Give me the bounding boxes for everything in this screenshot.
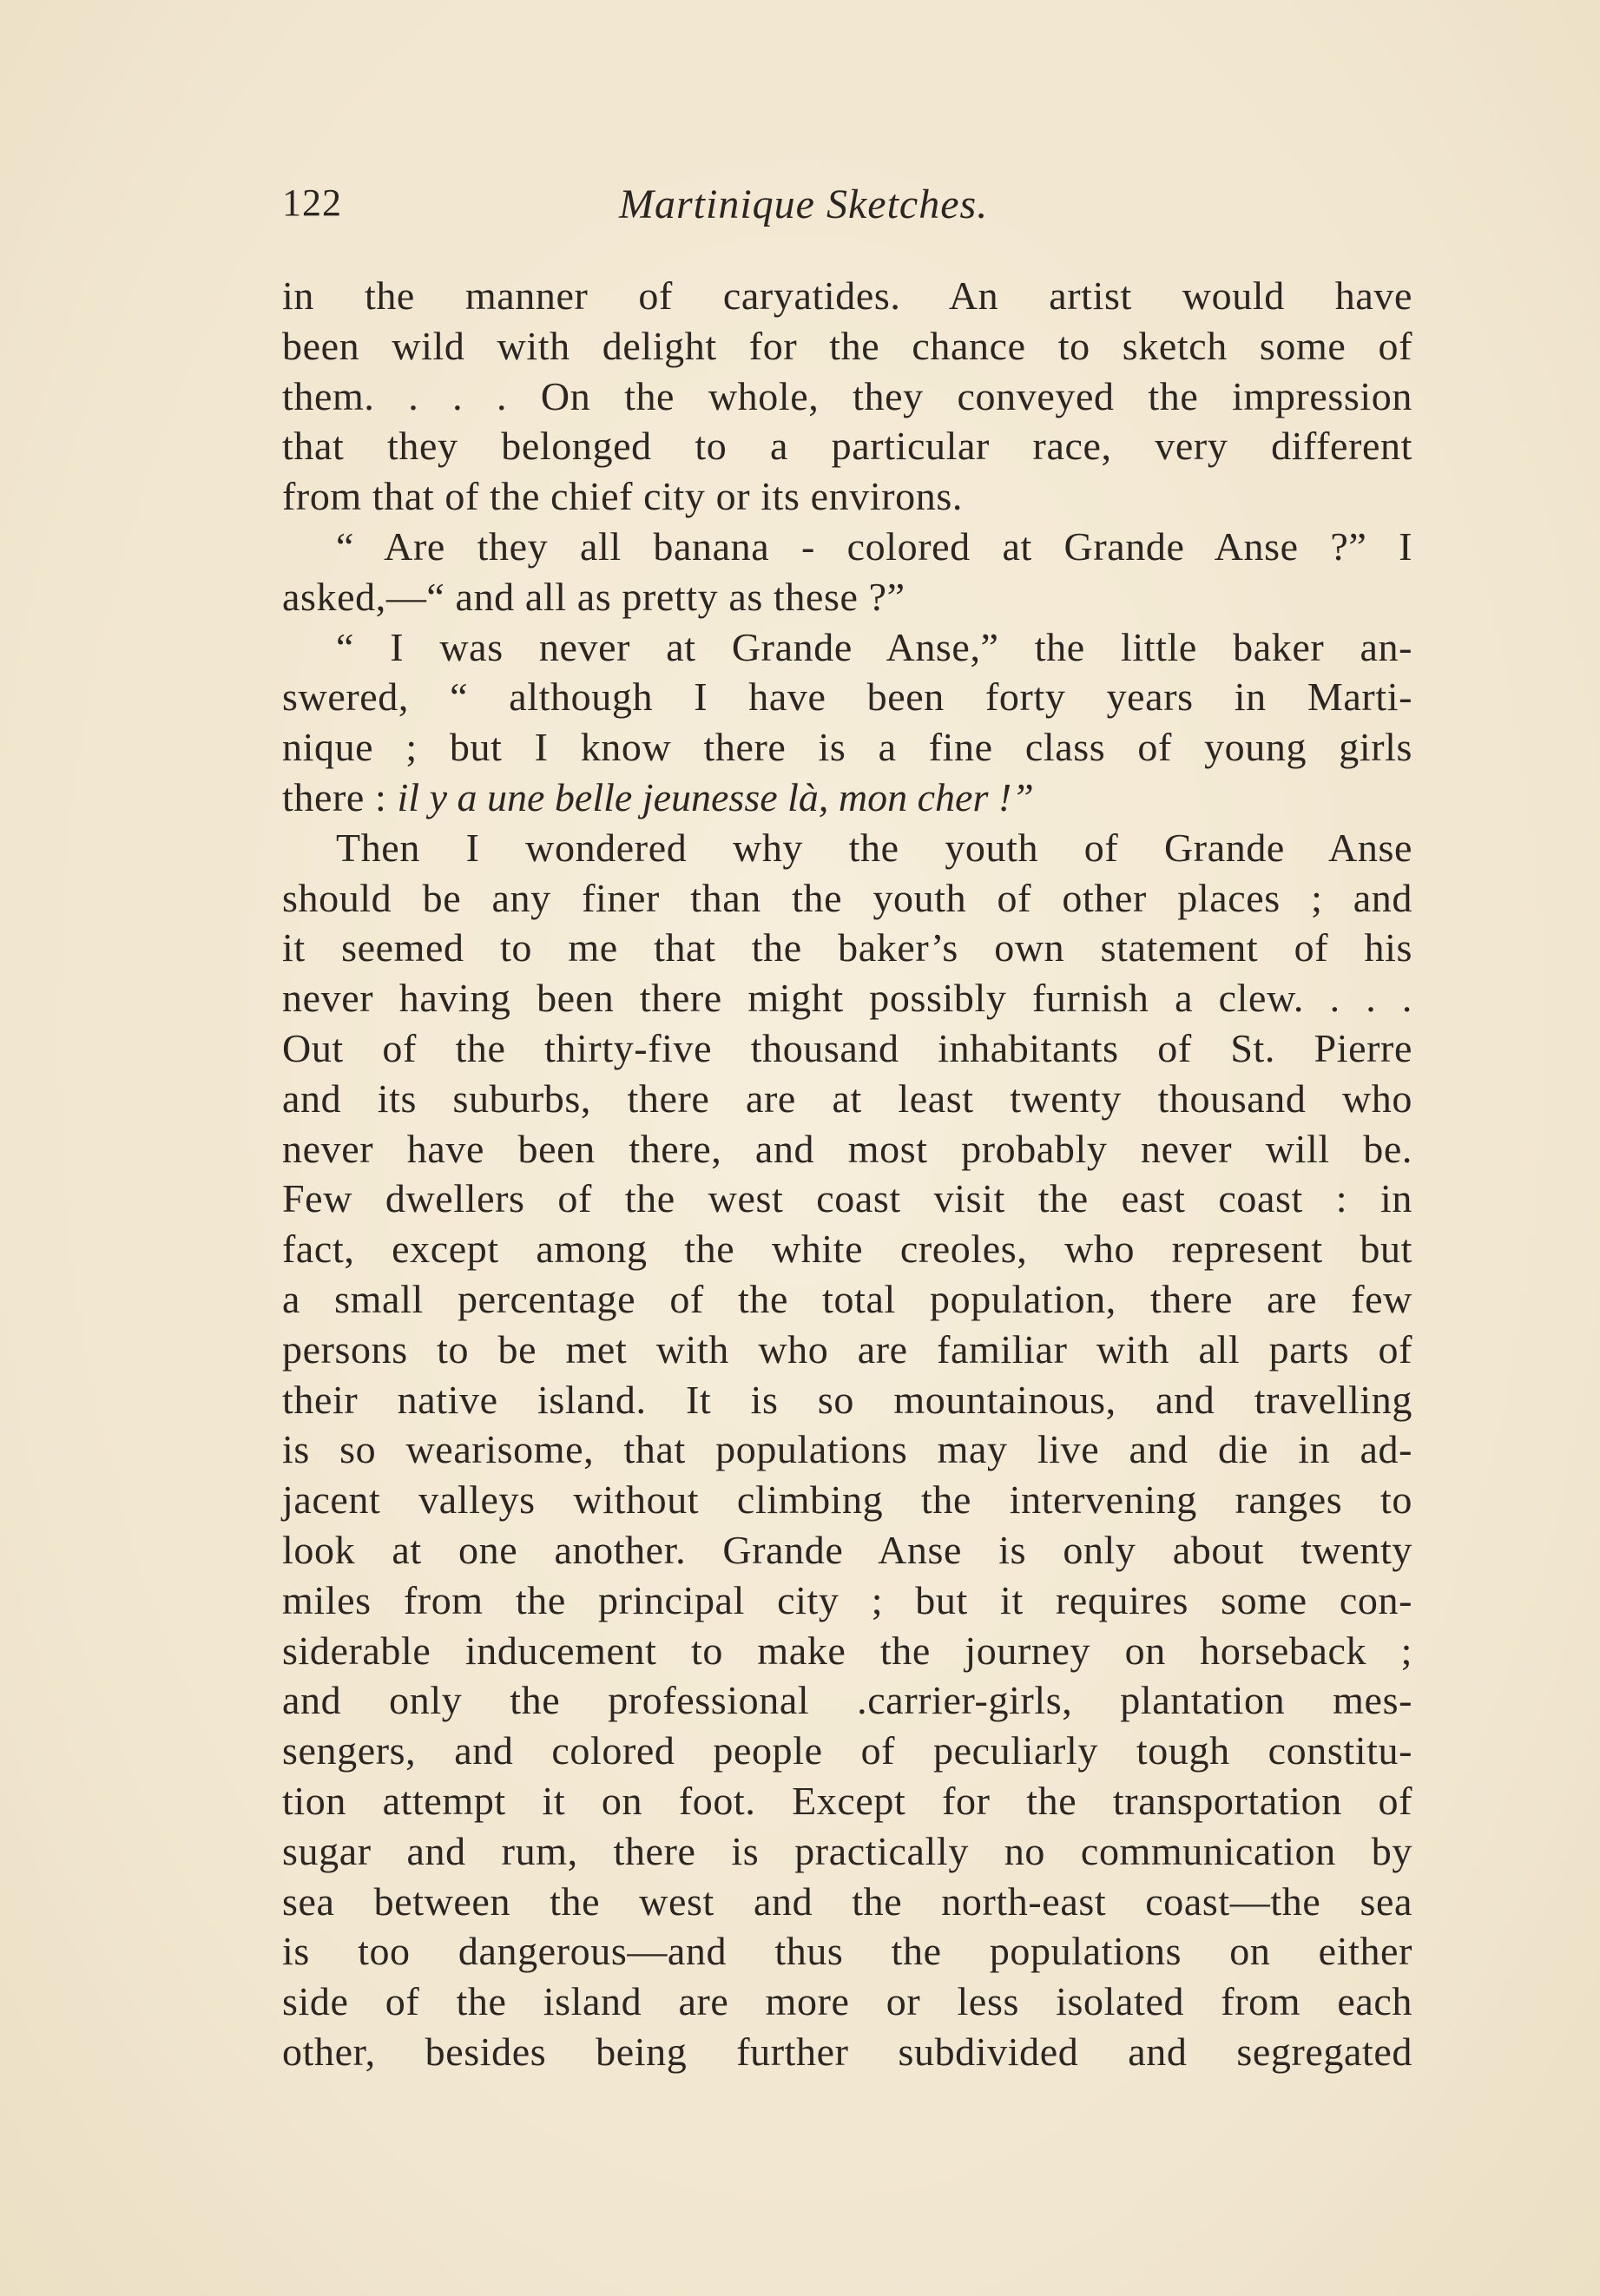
text-line-content: in the manner of caryatides. An artist would have [282, 273, 1412, 318]
text-line [282, 823, 1412, 873]
text-line [282, 1475, 1412, 1525]
text-line [282, 622, 1412, 673]
text-line-content: Then I wondered why the youth of Grande Anse [336, 825, 1412, 870]
text-line [282, 1174, 1412, 1224]
text-line-content: there : [282, 774, 398, 819]
text-line-content: “ I was never at Grande Anse,” the little baker an- [336, 624, 1412, 669]
text-line [282, 722, 1412, 773]
text-line-content: that they belonged to a particular race, very different [282, 424, 1412, 469]
text-line-content: jacent valleys without climbing the intervening ranges to [282, 1477, 1412, 1523]
italic-french-quote: il y a une belle jeunesse là, mon cher !” [397, 774, 1034, 819]
page-number: 122 [282, 181, 342, 224]
text-line-content: fact, except among the white creoles, who represent but [282, 1227, 1412, 1272]
text-line [282, 372, 1412, 422]
text-line [282, 973, 1412, 1023]
text-line [282, 1325, 1412, 1375]
text-line [282, 1274, 1412, 1325]
text-line-content: side of the island are more or less isolated from each [282, 1979, 1412, 2024]
text-line [282, 773, 1412, 823]
text-line [282, 1375, 1412, 1425]
text-line-content: look at one another. Grande Anse is only about twenty [282, 1527, 1412, 1572]
text-line-content: sengers, and colored people of peculiarly tough constitu- [282, 1728, 1412, 1773]
text-line-content: never have been there, and most probably never will be. [282, 1126, 1412, 1171]
text-line-content: “ Are they all banana - colored at Grande Anse ?” I [336, 523, 1412, 569]
text-line-content: is so wearisome, that populations may live and die in ad- [282, 1427, 1412, 1472]
text-line-content: and only the professional .carrier-girls, plantation mes- [282, 1678, 1412, 1723]
text-line-content: siderable inducement to make the journey on horseback ; [282, 1628, 1412, 1673]
text-line [282, 1074, 1412, 1124]
text-line-content: a small percentage of the total population, there are few [282, 1276, 1412, 1321]
text-line-content: been wild with delight for the chance to sketch some of [282, 323, 1412, 368]
text-line [282, 672, 1412, 722]
text-line-content: sea between the west and the north-east coast—the sea [282, 1878, 1412, 1924]
text-line [282, 1576, 1412, 1626]
text-line-content: persons to be met with who are familiar with all parts of [282, 1326, 1412, 1372]
text-line [282, 471, 1412, 522]
text-line [282, 1726, 1412, 1776]
text-line-content: it seemed to me that the baker’s own statement of his [282, 925, 1412, 970]
text-line [282, 2027, 1412, 2077]
text-line [282, 1124, 1412, 1174]
text-line-content: Out of the thirty-five thousand inhabitants of St. Pierre [282, 1025, 1412, 1070]
text-line [282, 1424, 1412, 1475]
text-line [282, 1626, 1412, 1676]
text-line-content: swered, “ although I have been forty years in Marti- [282, 674, 1412, 720]
text-line [282, 1926, 1412, 1977]
text-line [282, 1023, 1412, 1074]
running-title: Martinique Sketches. [619, 181, 989, 227]
text-line-content: other, besides being further subdivided and segregated [282, 2029, 1412, 2074]
body-text [282, 271, 1412, 2077]
text-line-content: should be any finer than the youth of other places ; and [282, 875, 1412, 920]
text-line [282, 522, 1412, 572]
text-line [282, 873, 1412, 924]
text-line-content: and its suburbs, there are at least twenty thousand who [282, 1076, 1412, 1121]
text-line-content: nique ; but I know there is a fine class of young girls [282, 725, 1412, 770]
text-line [282, 1525, 1412, 1576]
text-line [282, 923, 1412, 973]
text-line [282, 421, 1412, 471]
text-line [282, 1224, 1412, 1274]
text-line-content: is too dangerous—and thus the populations on either [282, 1929, 1412, 1974]
text-line-content: asked,—“ and all as pretty as these ?” [282, 574, 905, 619]
text-line [282, 572, 1412, 622]
text-line-content: from that of the chief city or its environs. [282, 474, 963, 519]
text-line [282, 1877, 1412, 1927]
text-line-content: tion attempt it on foot. Except for the transportation of [282, 1778, 1412, 1823]
text-line-content: miles from the principal city ; but it requires some con- [282, 1577, 1412, 1622]
text-line-content: never having been there might possibly furnish a clew. . . . [282, 976, 1412, 1021]
text-line-content: their native island. It is so mountainous, and travelling [282, 1377, 1412, 1422]
text-line [282, 271, 1412, 321]
text-line [282, 1776, 1412, 1826]
page-header [282, 181, 1412, 233]
text-line-content: them. . . . On the whole, they conveyed the impression [282, 373, 1412, 418]
text-line [282, 1826, 1412, 1877]
text-line [282, 1977, 1412, 2027]
text-line-content: Few dwellers of the west coast visit the east coast : in [282, 1176, 1412, 1221]
text-line [282, 321, 1412, 372]
text-line-content: sugar and rum, there is practically no communication by [282, 1828, 1412, 1873]
text-line [282, 1675, 1412, 1726]
